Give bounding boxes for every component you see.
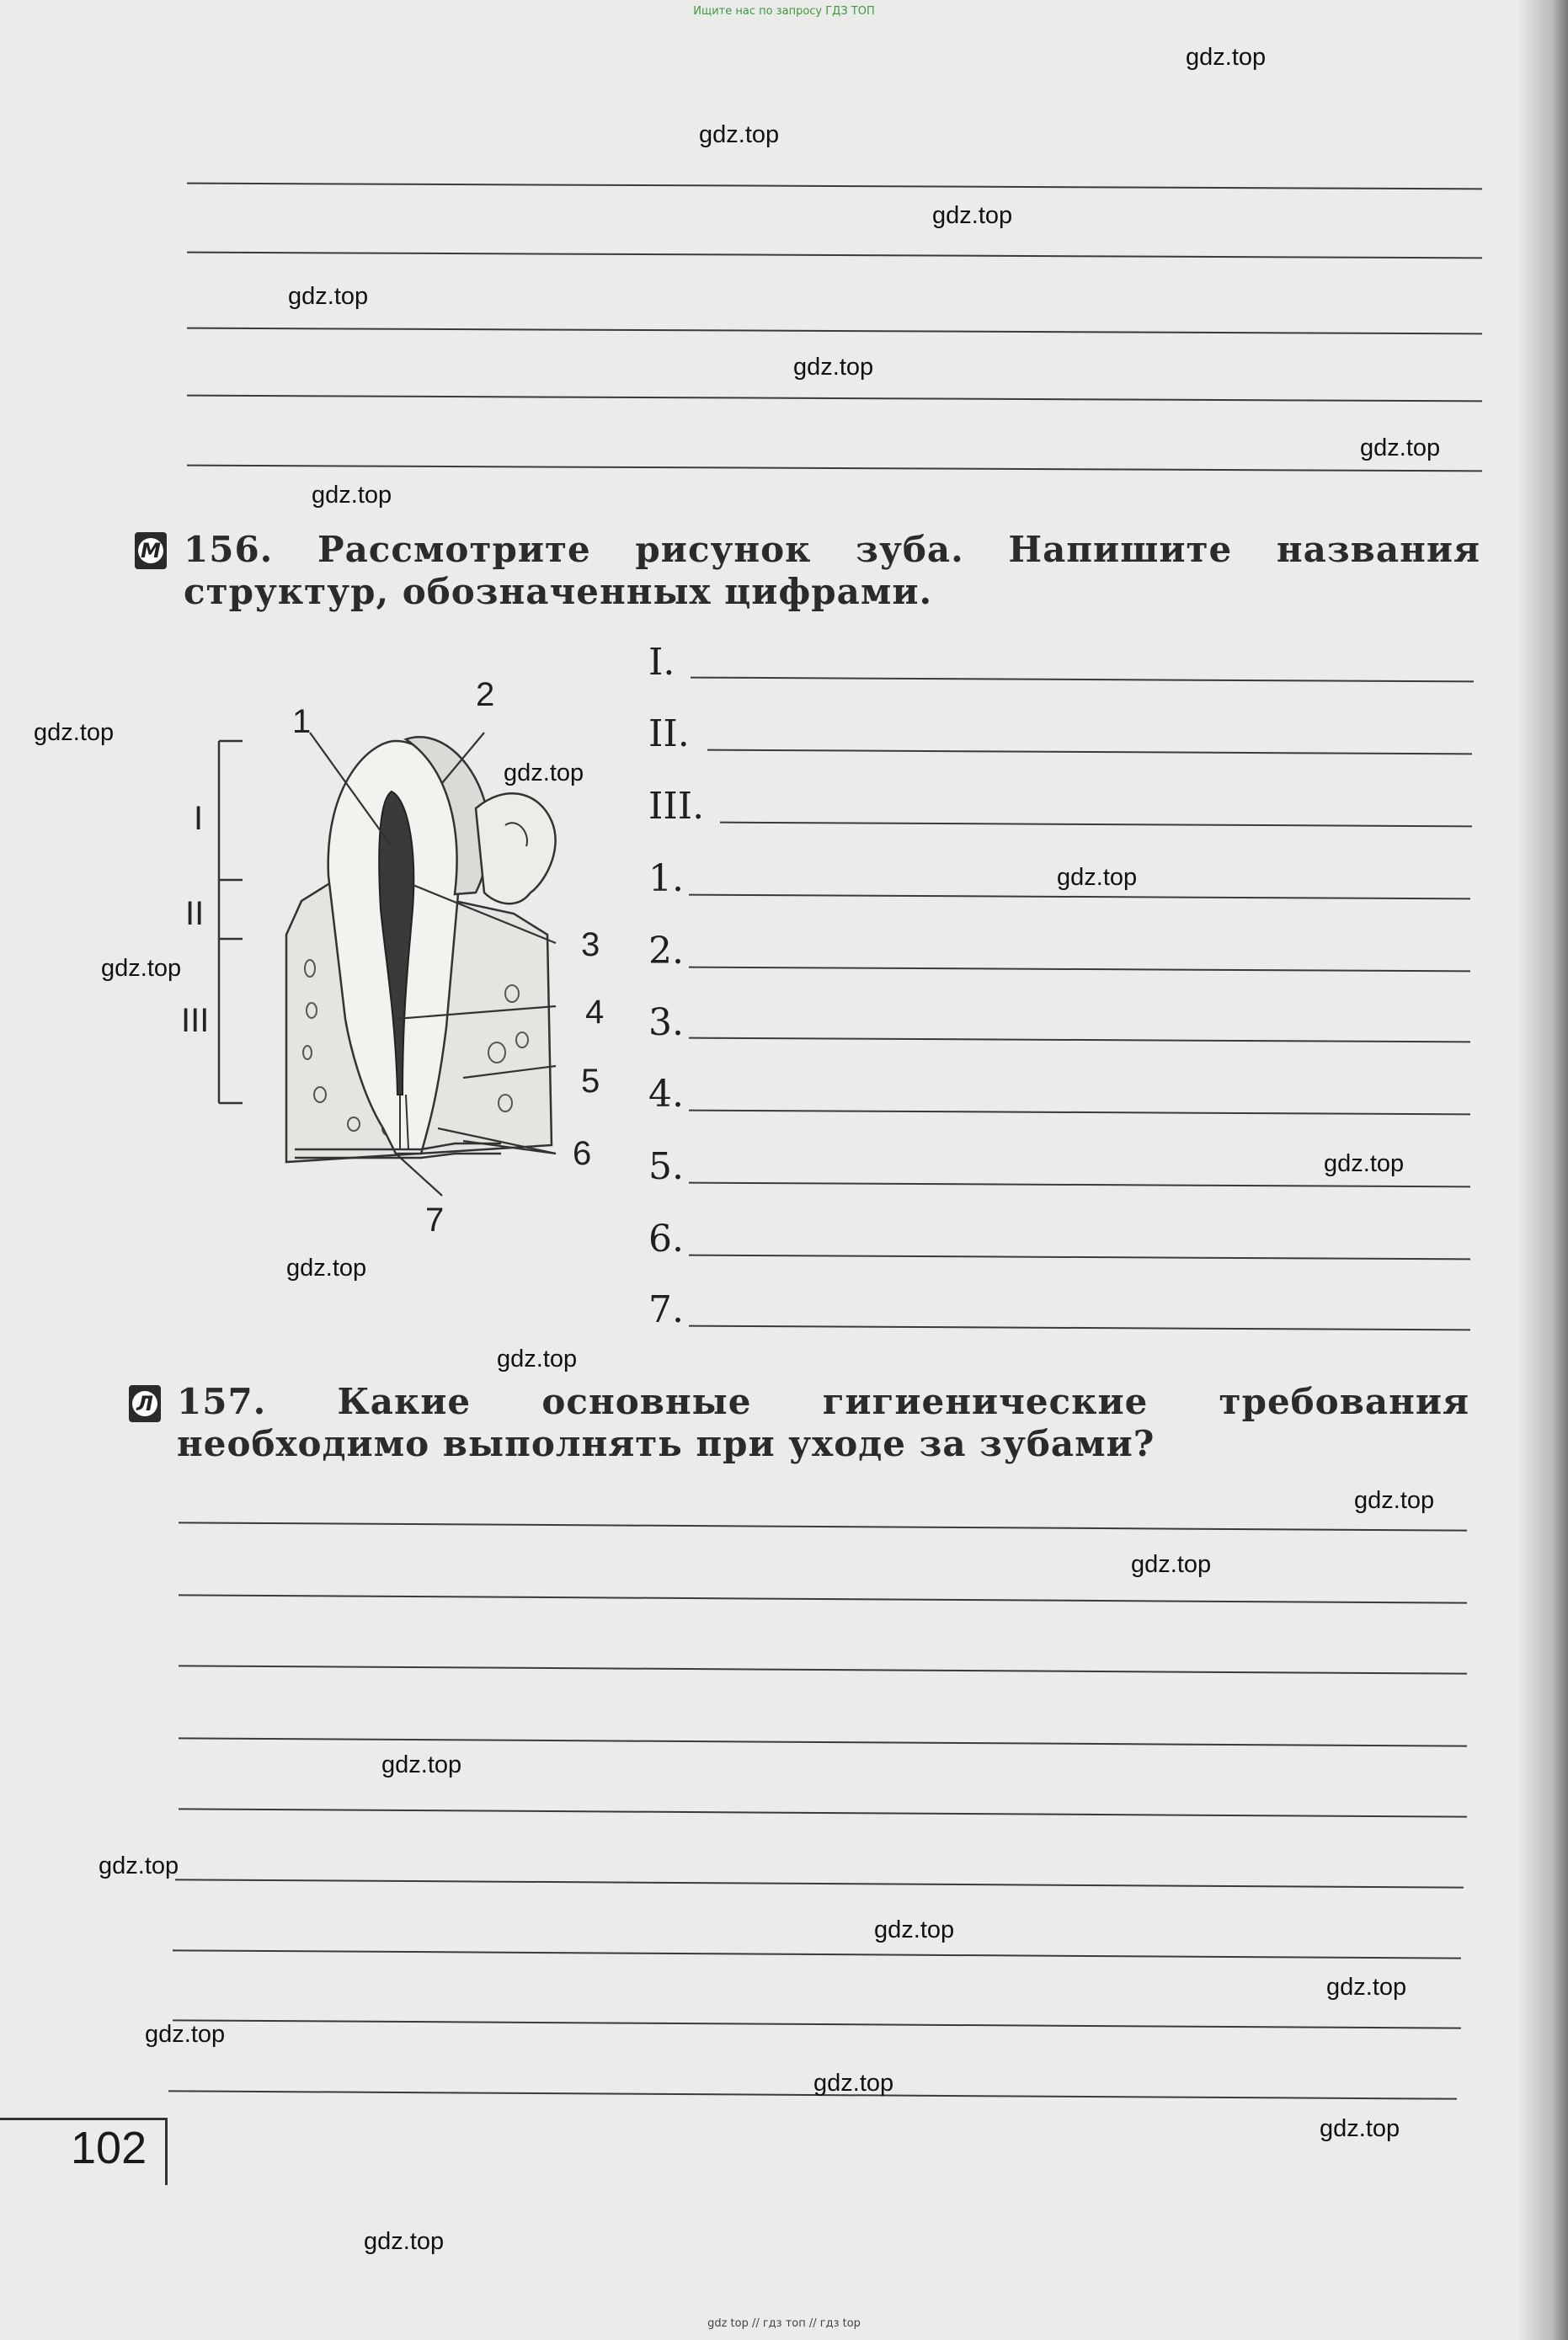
answer-label: 2.: [648, 930, 684, 973]
answer-label: 6.: [648, 1218, 684, 1261]
page-number: 102: [71, 2123, 147, 2173]
answer-line: [720, 822, 1472, 828]
writing-line: [187, 252, 1482, 259]
task-156-heading: [184, 529, 1480, 613]
watermark: gdz.top: [1057, 864, 1138, 891]
answer-line: [689, 967, 1470, 973]
answer-line: [689, 1110, 1470, 1116]
watermark: gdz.top: [1186, 44, 1267, 71]
writing-line: [168, 2090, 1457, 2099]
answer-line: [689, 1255, 1470, 1261]
number-label: 5: [581, 1063, 600, 1100]
task-text: Какие основные гигиенические требования необходимо выполнять при уходе за зубами?: [177, 1381, 1470, 1464]
answer-line: [689, 894, 1470, 900]
answer-line: [691, 677, 1474, 683]
watermark: gdz.top: [874, 1916, 955, 1943]
answer-line: [689, 1037, 1470, 1043]
page-number-rule: [0, 2118, 167, 2120]
watermark: gdz.top: [813, 2070, 894, 2097]
writing-line: [179, 1594, 1467, 1603]
watermark: gdz.top: [1326, 1974, 1407, 2001]
watermark: gdz.top: [101, 955, 182, 982]
watermark: gdz.top: [1324, 1150, 1405, 1177]
answer-label: I.: [648, 641, 675, 684]
writing-line: [179, 1808, 1467, 1817]
watermark: gdz.top: [288, 283, 369, 310]
footer-note: gdz top // гдз топ // гдз top: [707, 2317, 861, 2330]
watermark: gdz.top: [699, 121, 780, 148]
tooth-diagram: [181, 657, 640, 1263]
watermark: gdz.top: [1131, 1551, 1212, 1578]
answer-line: [689, 1325, 1470, 1331]
task-text: Рассмотрите рисунок зуба. Напишите названия структур, обозначенных цифрами.: [184, 529, 1480, 612]
number-label: 3: [581, 926, 600, 963]
watermark: gdz.top: [1320, 2115, 1400, 2142]
watermark: gdz.top: [34, 719, 115, 746]
watermark: gdz.top: [381, 1751, 462, 1778]
watermark: gdz.top: [286, 1255, 367, 1282]
roman-label: III: [181, 1002, 210, 1039]
writing-line: [187, 328, 1482, 335]
tooth-drawing: [286, 737, 556, 1162]
watermark: gdz.top: [1360, 434, 1441, 461]
roman-label: I: [194, 800, 204, 837]
number-label: 6: [573, 1135, 592, 1172]
task-number: 156.: [184, 529, 274, 570]
section-brackets: [219, 741, 243, 1103]
page-edge-shadow: [1517, 0, 1568, 2340]
answer-label: II.: [648, 712, 690, 755]
number-label: 4: [585, 994, 605, 1031]
task-number: 157.: [177, 1381, 267, 1422]
writing-line: [187, 395, 1482, 402]
writing-line: [179, 1522, 1467, 1531]
writing-line: [187, 465, 1482, 472]
number-label: 7: [425, 1202, 445, 1239]
answer-label: 1.: [648, 857, 684, 900]
writing-line: [173, 1949, 1461, 1959]
watermark: gdz.top: [1354, 1487, 1435, 1514]
answer-label: 5.: [648, 1145, 684, 1188]
watermark: gdz.top: [145, 2021, 226, 2048]
writing-line: [173, 2019, 1461, 2028]
task-type-badge: М: [135, 532, 167, 569]
watermark: gdz.top: [364, 2228, 445, 2255]
answer-label: 7.: [648, 1288, 684, 1331]
answer-label: 3.: [648, 1001, 684, 1044]
watermark: gdz.top: [312, 482, 392, 509]
roman-label: II: [185, 895, 205, 932]
answer-label: III.: [648, 785, 705, 828]
answer-line: [707, 749, 1472, 755]
task-157-heading: [177, 1381, 1469, 1465]
answer-label: 4.: [648, 1073, 684, 1116]
writing-line: [179, 1665, 1467, 1674]
answer-line: [689, 1182, 1470, 1188]
number-label: 1: [292, 703, 312, 740]
watermark: gdz.top: [932, 202, 1013, 229]
writing-line: [175, 1879, 1464, 1888]
writing-line: [187, 183, 1482, 190]
page-number-rule: [165, 2118, 168, 2185]
watermark: gdz.top: [99, 1852, 179, 1879]
task-type-badge: Л: [129, 1385, 161, 1422]
writing-line: [179, 1737, 1467, 1746]
watermark: gdz.top: [497, 1346, 578, 1373]
header-note: Ищите нас по запросу ГДЗ ТОП: [693, 5, 875, 18]
watermark: gdz.top: [504, 760, 584, 786]
watermark: gdz.top: [793, 354, 874, 381]
number-label: 2: [476, 676, 495, 713]
